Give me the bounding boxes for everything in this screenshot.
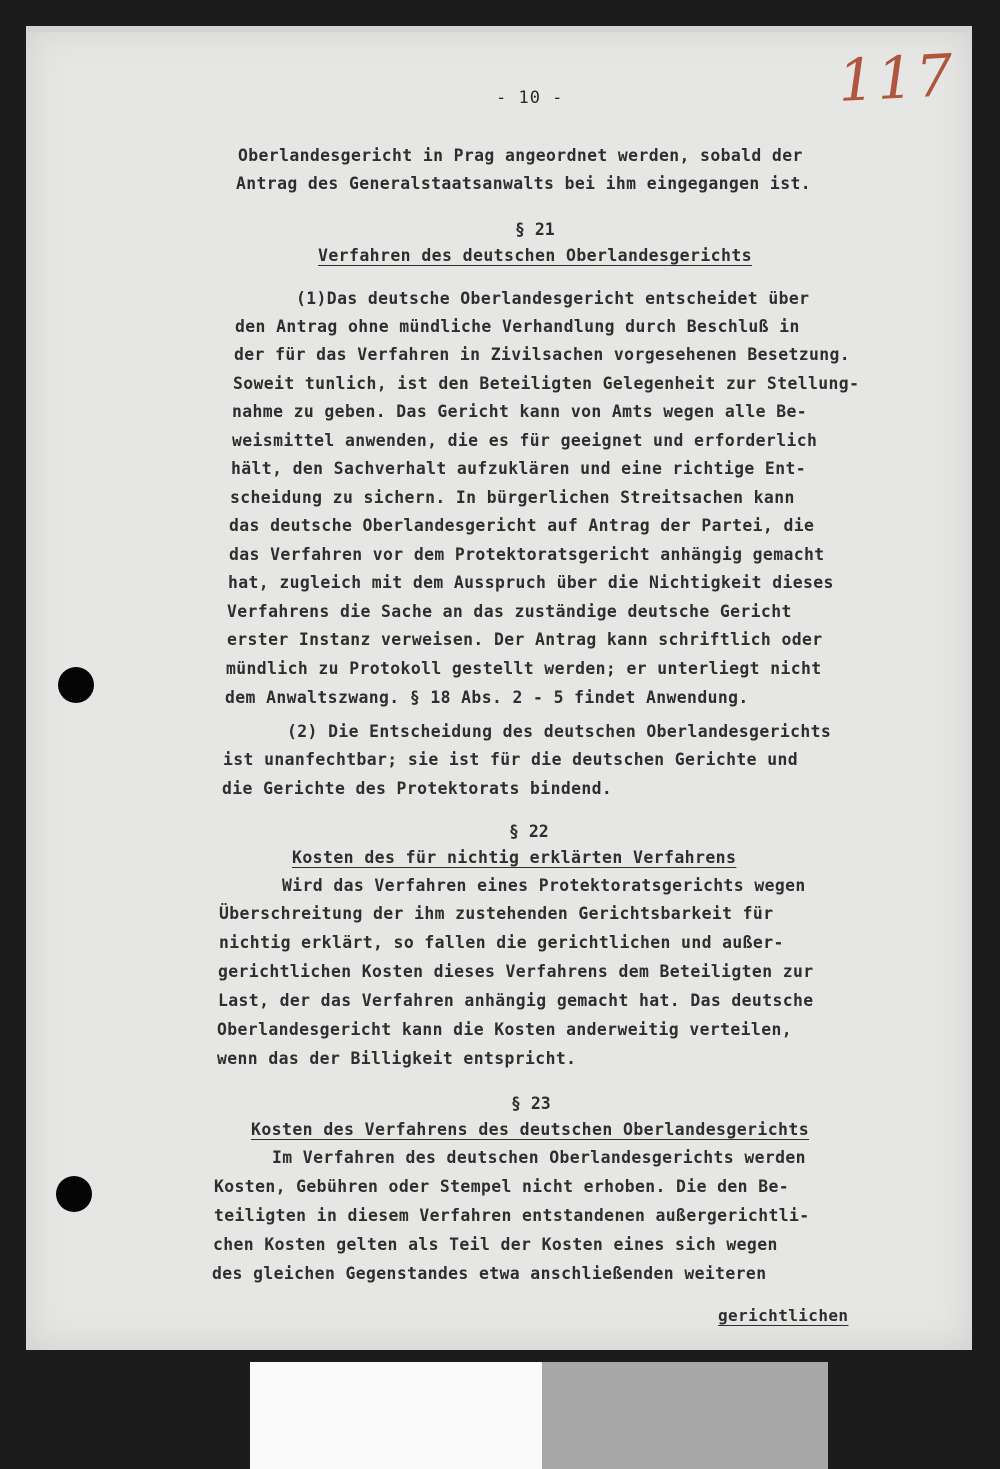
- section-21-para-1-line: scheidung zu sichern. In bürgerlichen Streitsachen kann: [230, 488, 795, 507]
- section-21-para-1-line: Soweit tunlich, ist den Beteiligten Gelegenheit zur Stellung-: [233, 374, 860, 393]
- section-21-para-1-line: mündlich zu Protokoll gestellt werden; er unterliegt nicht: [226, 659, 822, 678]
- section-21-para-1-line: weismittel anwenden, die es für geeignet und erforderlich: [232, 431, 818, 450]
- section-21-para-2-line: (2) Die Entscheidung des deutschen Oberlandesgerichts: [287, 722, 832, 741]
- section-22-para-line: Überschreitung der ihm zustehenden Gerichtsbarkeit für: [219, 904, 774, 923]
- page-number: - 10 -: [496, 88, 564, 108]
- section-22-title: Kosten des für nichtig erklärten Verfahrens: [292, 848, 737, 867]
- section-22-para-line: wenn das der Billigkeit entspricht.: [217, 1049, 577, 1068]
- section-21-para-1-line: Verfahrens die Sache an das zuständige deutsche Gericht: [227, 602, 792, 621]
- punch-hole-lower: [56, 1176, 92, 1212]
- section-21-para-1-line: hat, zugleich mit dem Ausspruch über die Nichtigkeit dieses: [228, 573, 834, 592]
- archive-folio-number: 117: [836, 40, 957, 116]
- section-22-para-line: Wird das Verfahren eines Protektoratsgerichts wegen: [282, 876, 806, 895]
- continuation-line-2: Antrag des Generalstaatsanwalts bei ihm eingegangen ist.: [236, 174, 812, 193]
- section-23-para-line: chen Kosten gelten als Teil der Kosten eines sich wegen: [213, 1235, 778, 1254]
- section-21-para-1-line: (1)Das deutsche Oberlandesgericht entscheidet über: [296, 289, 810, 308]
- section-21-para-1-line: das deutsche Oberlandesgericht auf Antrag der Partei, die: [229, 516, 815, 535]
- section-22-para-line: Last, der das Verfahren anhängig gemacht hat. Das deutsche: [218, 991, 814, 1010]
- catchword: gerichtlichen: [718, 1306, 849, 1325]
- section-21-para-1-line: den Antrag ohne mündliche Verhandlung durch Beschluß in: [235, 317, 800, 336]
- section-23-title: Kosten des Verfahrens des deutschen Oberlandesgerichts: [251, 1120, 810, 1139]
- section-23-number: § 23: [511, 1094, 551, 1113]
- section-22-para-line: gerichtlichen Kosten dieses Verfahrens dem Beteiligten zur: [218, 962, 814, 981]
- section-21-para-1-line: nahme zu geben. Das Gericht kann von Amts wegen alle Be-: [232, 402, 808, 421]
- section-21-para-1-line: dem Anwaltszwang. § 18 Abs. 2 - 5 findet Anwendung.: [225, 688, 749, 707]
- section-21-para-1-line: das Verfahren vor dem Protektoratsgericht anhängig gemacht: [229, 545, 825, 564]
- punch-hole-upper: [58, 667, 94, 703]
- white-calibration-card: [250, 1362, 542, 1469]
- section-21-para-1-line: hält, den Sachverhalt aufzuklären und eine richtige Ent-: [231, 459, 807, 478]
- section-23-para-line: teiligten in diesem Verfahren entstandenen außergerichtli-: [214, 1206, 810, 1225]
- section-23-para-line: Kosten, Gebühren oder Stempel nicht erhoben. Die den Be-: [214, 1177, 790, 1196]
- section-23-para-line: Im Verfahren des deutschen Oberlandesgerichts werden: [272, 1148, 806, 1167]
- section-23-para-line: des gleichen Gegenstandes etwa anschließenden weiteren: [212, 1264, 767, 1283]
- section-22-para-line: Oberlandesgericht kann die Kosten anderweitig verteilen,: [217, 1020, 793, 1039]
- section-21-para-1-line: erster Instanz verweisen. Der Antrag kann schriftlich oder: [227, 630, 823, 649]
- section-21-para-2-line: ist unanfechtbar; sie ist für die deutschen Gerichte und: [223, 750, 799, 769]
- gray-calibration-card: [542, 1362, 828, 1469]
- section-21-para-1-line: der für das Verfahren in Zivilsachen vorgesehenen Besetzung.: [234, 345, 851, 364]
- section-22-para-line: nichtig erklärt, so fallen die gerichtlichen und außer-: [219, 933, 784, 952]
- section-21-number: § 21: [515, 220, 555, 239]
- section-21-para-2-line: die Gerichte des Protektorats bindend.: [222, 779, 613, 798]
- continuation-line-1: Oberlandesgericht in Prag angeordnet werden, sobald der: [238, 146, 803, 165]
- section-22-number: § 22: [509, 822, 549, 841]
- section-21-title: Verfahren des deutschen Oberlandesgerichts: [318, 246, 753, 265]
